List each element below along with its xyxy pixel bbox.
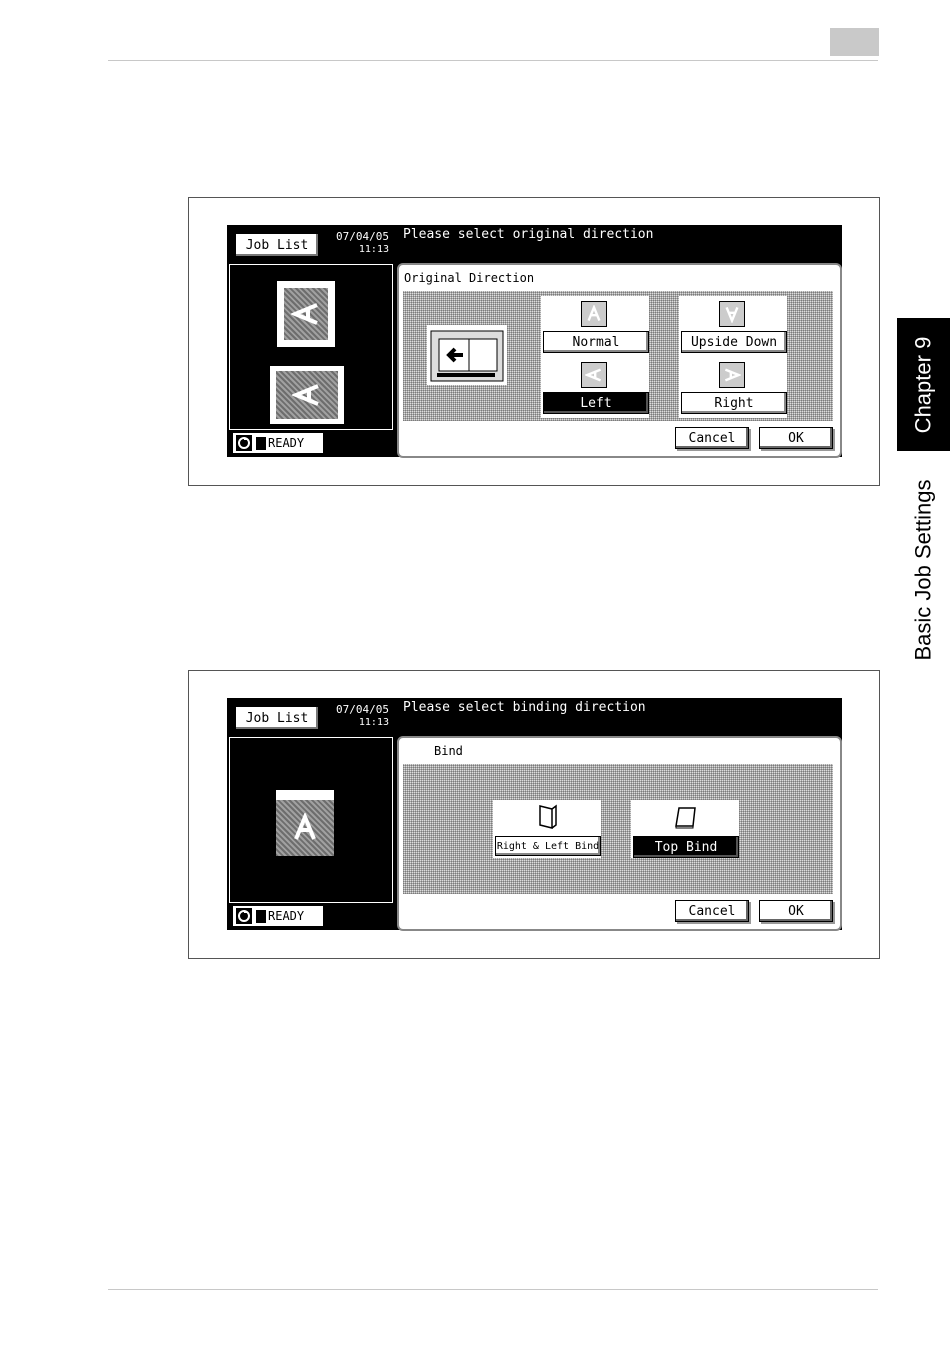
bind-panel: [397, 736, 842, 931]
original-direction-panel: [397, 263, 842, 458]
date-display: 07/04/05: [336, 230, 389, 243]
time-display: 11:13: [358, 717, 389, 728]
printer-status-icon: [256, 910, 266, 923]
panel-title: Original Direction: [404, 271, 535, 285]
page-corner-marker: [830, 28, 879, 56]
preview-original: [276, 790, 334, 856]
status-bar: [233, 433, 323, 453]
left-icon: [581, 362, 607, 388]
letter-a-icon: [585, 305, 603, 323]
letter-a-icon: [585, 366, 603, 384]
options-area: [403, 291, 833, 421]
book-icon: [537, 804, 559, 830]
direction-illustration: [427, 325, 507, 385]
panel-title: Bind: [434, 744, 463, 758]
normal-icon: [581, 301, 607, 327]
letter-a-icon: [290, 813, 320, 843]
copier-icon: [235, 907, 253, 925]
right-icon: [719, 362, 745, 388]
footer-rule: [108, 1289, 878, 1290]
letter-a-icon: [292, 380, 322, 410]
time-display: 11:13: [358, 244, 389, 255]
pad-icon: [673, 806, 699, 830]
arrow-left-icon: [427, 325, 507, 385]
upside-down-button[interactable]: Upside Down: [681, 331, 787, 353]
letter-a-icon: [723, 366, 741, 384]
date-display: 07/04/05: [336, 703, 389, 716]
instruction-message: Please select original direction: [403, 227, 654, 242]
control-panel-screen: [227, 225, 842, 457]
top-bind-button[interactable]: Top Bind: [633, 836, 739, 858]
job-list-button[interactable]: Job List: [235, 706, 319, 730]
preview-area: [229, 737, 393, 903]
normal-button[interactable]: Normal: [543, 331, 649, 353]
preview-output: [270, 366, 344, 424]
right-left-bind-button[interactable]: Right & Left Bind: [495, 836, 601, 856]
section-label: Basic Job Settings: [910, 479, 936, 661]
preview-original: [277, 281, 335, 347]
chapter-label: Chapter 9: [910, 336, 936, 433]
upside-down-icon: [719, 301, 745, 327]
status-bar: [233, 906, 323, 926]
copier-icon: [235, 434, 253, 452]
cancel-button[interactable]: Cancel: [675, 427, 749, 449]
job-list-button[interactable]: Job List: [235, 233, 319, 257]
header-rule: [108, 60, 878, 61]
preview-area: [229, 264, 393, 430]
status-text: READY: [268, 436, 305, 450]
printer-status-icon: [256, 437, 266, 450]
ok-button[interactable]: OK: [759, 427, 833, 449]
right-button[interactable]: Right: [681, 392, 787, 414]
cancel-button[interactable]: Cancel: [675, 900, 749, 922]
letter-a-icon: [291, 299, 321, 329]
control-panel-screen: [227, 698, 842, 930]
instruction-message: Please select binding direction: [403, 700, 646, 715]
screenshot-frame-original-direction: [188, 197, 880, 486]
ok-button[interactable]: OK: [759, 900, 833, 922]
options-area: [403, 764, 833, 894]
status-text: READY: [268, 909, 305, 923]
screenshot-frame-binding-direction: [188, 670, 880, 959]
left-button[interactable]: Left: [543, 392, 649, 414]
letter-a-icon: [723, 305, 741, 323]
